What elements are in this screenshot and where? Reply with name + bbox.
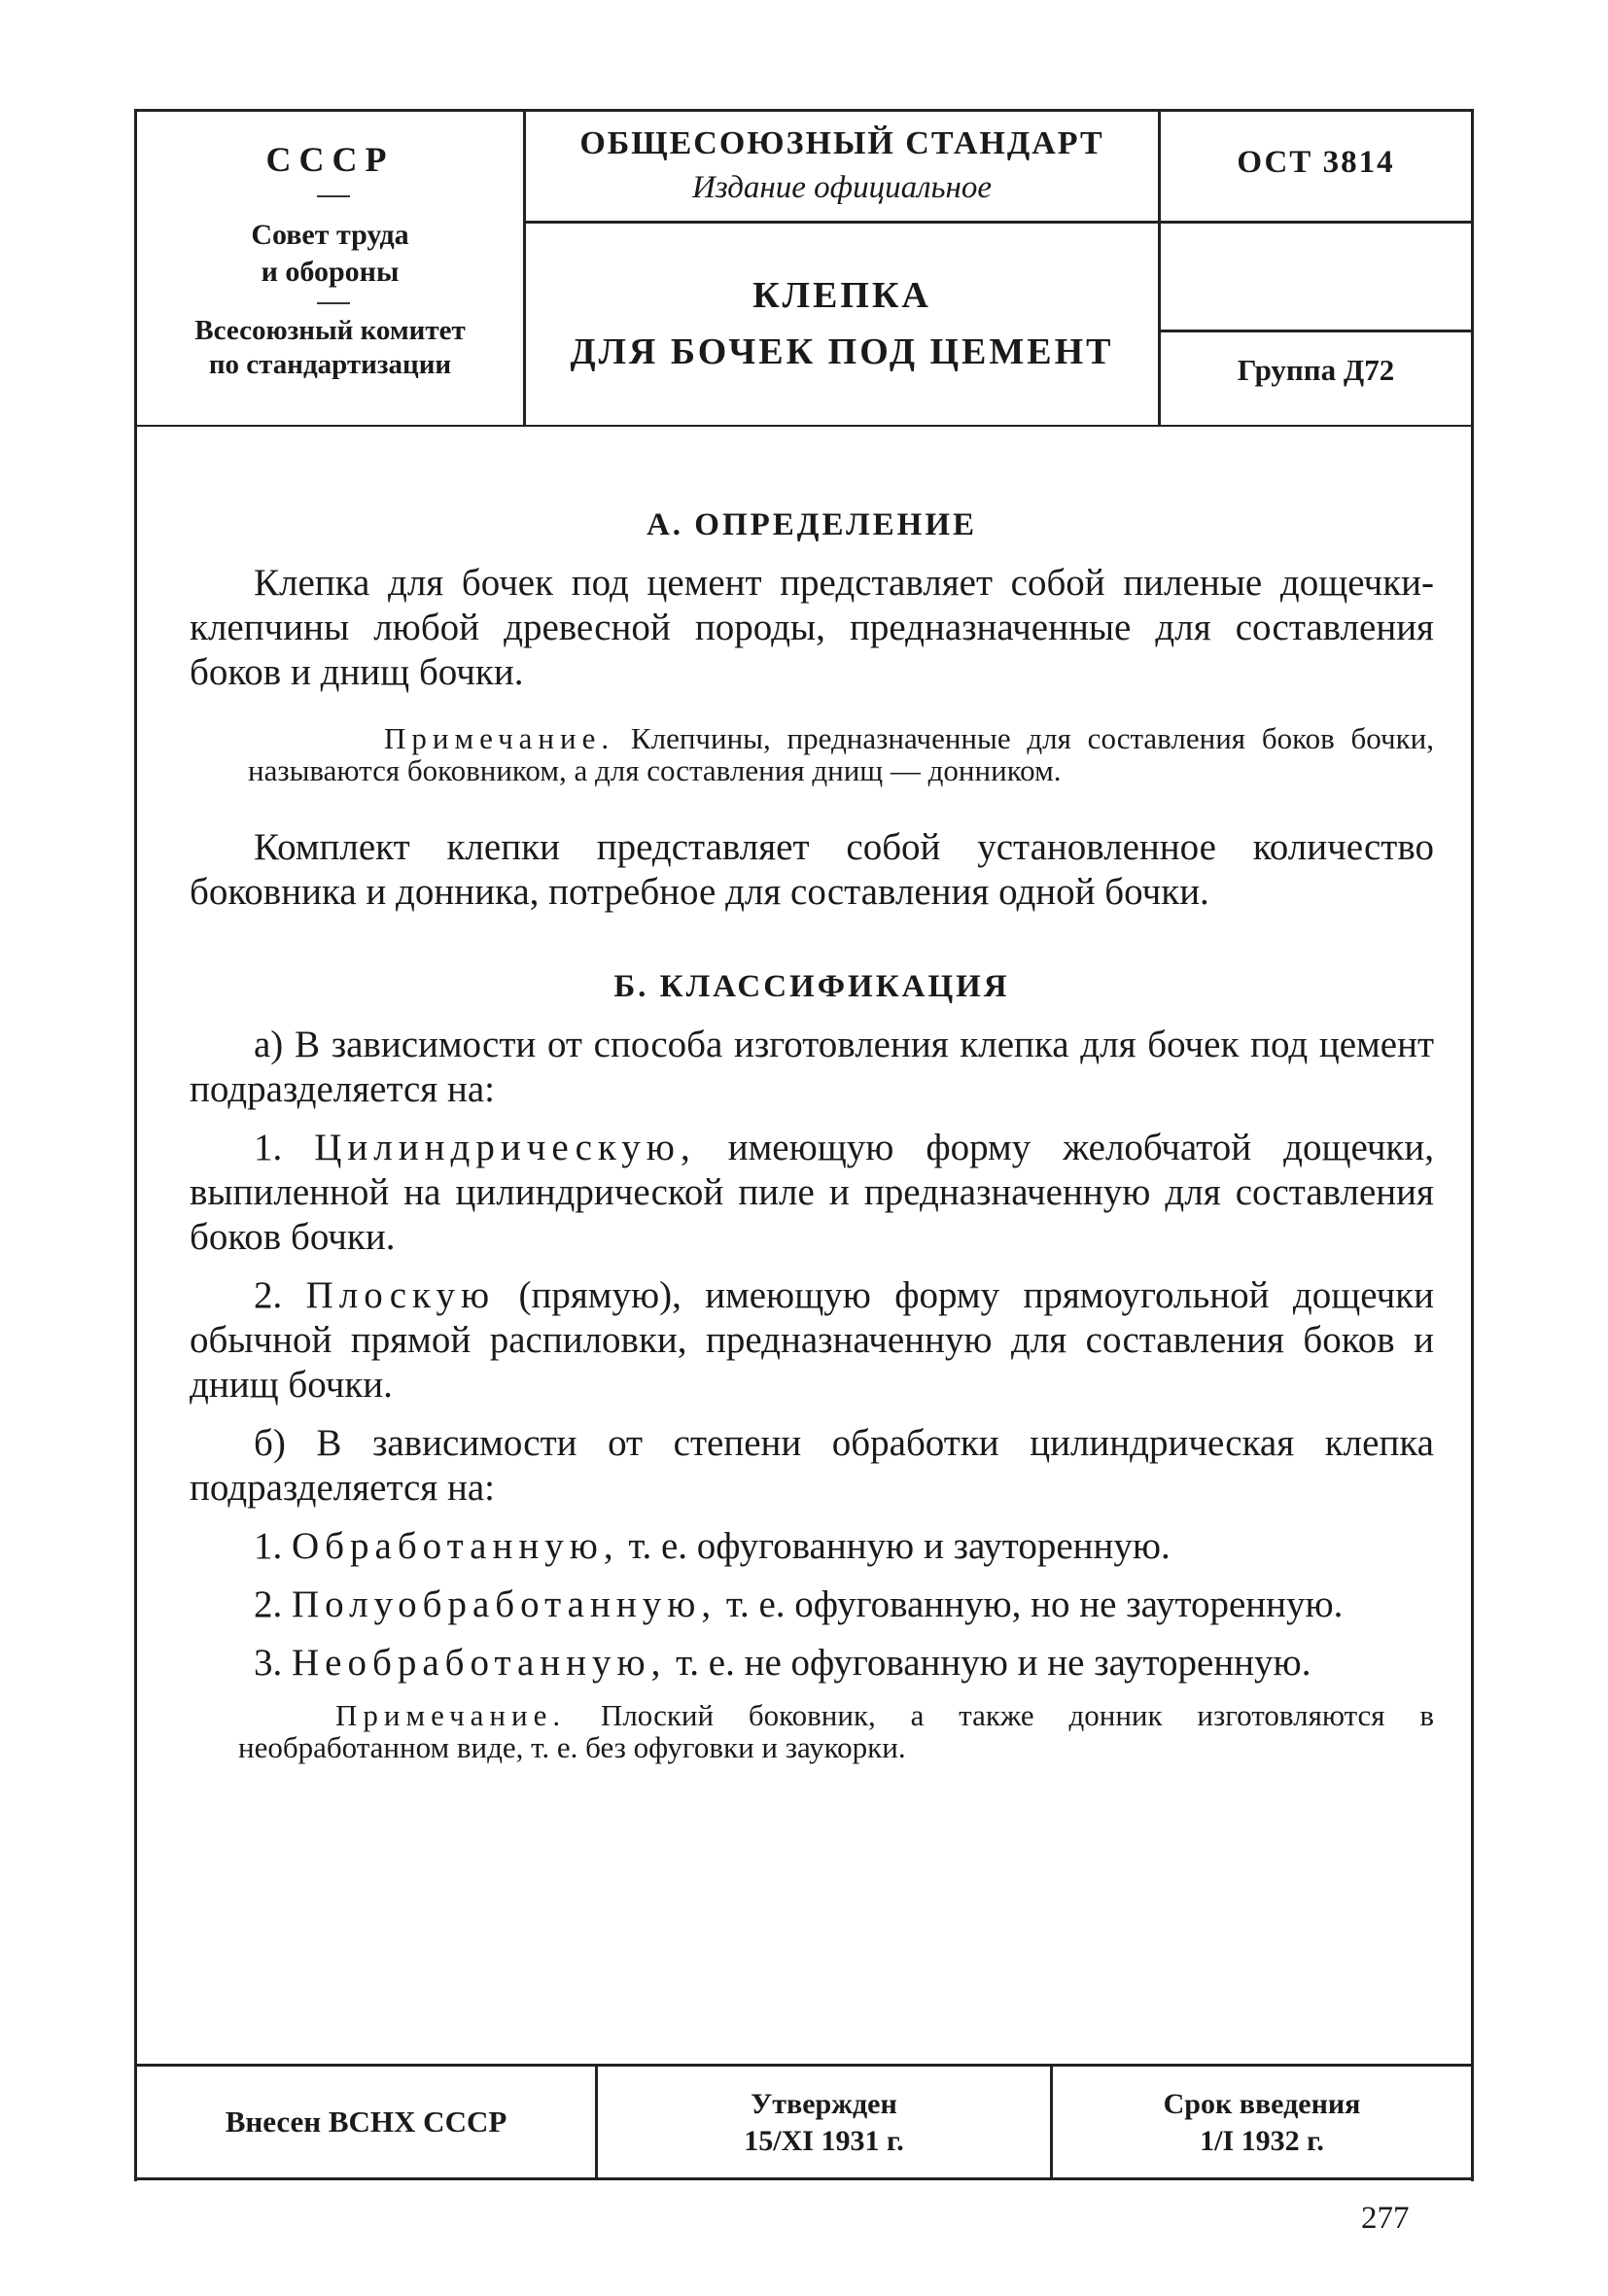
set-paragraph: Комплект клепки представляет собой установленное количество боковника и донника, потребное для составления одной бочки. — [190, 826, 1434, 913]
committee-line-1: Всесоюзный комитет — [194, 315, 466, 346]
header-divider — [1161, 221, 1471, 224]
header-divider — [1161, 330, 1471, 332]
item-term: Необработанную, — [292, 1642, 667, 1684]
item-text: т. е. офугованную, но не зауторенную. — [717, 1583, 1344, 1625]
item-term: Цилиндрическую, — [314, 1127, 696, 1168]
standard-header — [137, 112, 1471, 425]
standard-title-block — [526, 112, 1161, 425]
title-line-2: ДЛЯ БОЧЕК ПОД ЦЕМЕНТ — [570, 331, 1114, 372]
item-text: т. е. не офугованную и не зауторенную. — [666, 1642, 1311, 1684]
section-heading-classification: Б. КЛАССИФИКАЦИЯ — [613, 969, 1010, 1004]
document-body — [190, 457, 1434, 1763]
definition-note — [248, 722, 1434, 786]
document-title — [526, 267, 1158, 380]
note-text: Плоский боковник, а также донник изготовляются в необработанном виде, т. е. без офуговки и заукорки. — [238, 1698, 1434, 1764]
classification-a2 — [190, 1273, 1434, 1408]
effective-date: 1/I 1932 г. — [1200, 2125, 1324, 2157]
divider-dash — [317, 195, 350, 197]
committee-label — [137, 314, 523, 382]
item-text: имеющую форму желобчатой дощечки, выпиленной на цилиндрической пиле и предназначенную для составления боков бочки. — [190, 1127, 1434, 1258]
item-term: Полуобработанную, — [292, 1583, 717, 1625]
footer-bottom-rule — [134, 2177, 1474, 2180]
approved-label: Утвержден — [751, 2088, 897, 2120]
country-label: СССР — [265, 140, 395, 179]
classification-item-a: а) В зависимости от способа изготовления клепка для бочек под цемент подразделяется на: — [190, 1024, 1434, 1110]
classification-b3 — [190, 1641, 1434, 1686]
title-line-1: КЛЕПКА — [752, 275, 931, 316]
definition-paragraph: Клепка для бочек под цемент представляет собой пиленые дощечки-клепчины любой древесной породы, предназначенные для составления боков и днищ бочки. — [190, 562, 1434, 693]
note-text: Клепчины, предназначенные для составления боков бочки, называются боковником, а для составления днищ — донником. — [248, 721, 1434, 787]
item-number: 2. — [254, 1274, 306, 1316]
item-text: т. е. офугованную и зауторенную. — [618, 1525, 1171, 1567]
item-number: 1. — [254, 1525, 292, 1567]
approval-block — [598, 2067, 1053, 2177]
item-text: (прямую), имеющую форму прямоугольной дощечки обычной прямой распиловки, предназначенную для составления боков и днищ бочки. — [190, 1274, 1435, 1406]
council-line-1: Совет труда — [251, 219, 409, 251]
page-number: 277 — [1361, 2201, 1410, 2236]
issuing-authority — [137, 112, 526, 425]
standard-code-block — [1161, 112, 1471, 425]
header-bottom-rule — [137, 425, 1471, 427]
classification-item-b: б) В зависимости от степени обработки цилиндрическая клепка подразделяется на: — [190, 1422, 1434, 1509]
note-label: Примечание. — [335, 1698, 567, 1732]
effective-label: Срок введения — [1163, 2088, 1361, 2120]
item-number: 3. — [254, 1642, 292, 1684]
classification-b1 — [190, 1524, 1434, 1569]
divider-dash — [317, 302, 350, 304]
effective-block — [1053, 2067, 1471, 2177]
item-term: Плоскую — [305, 1274, 496, 1316]
note-label: Примечание. — [384, 721, 615, 755]
edition-label: Издание официальное — [691, 170, 993, 205]
introduced-by: Внесен ВСНХ СССР — [137, 2067, 598, 2177]
group-label: Группа Д72 — [1237, 353, 1395, 387]
item-term: Обработанную, — [292, 1525, 619, 1567]
council-line-2: и обороны — [261, 256, 400, 288]
standard-type: ОБЩЕСОЮЗНЫЙ СТАНДАРТ — [579, 125, 1104, 161]
standard-code: ОСТ 3814 — [1237, 145, 1395, 180]
standard-footer — [137, 2067, 1471, 2177]
header-divider — [526, 221, 1158, 224]
section-heading-definition: А. ОПРЕДЕЛЕНИЕ — [646, 507, 978, 542]
approved-date: 15/XI 1931 г. — [744, 2125, 904, 2157]
classification-b2 — [190, 1583, 1434, 1627]
council-label — [137, 217, 523, 291]
item-number: 2. — [254, 1583, 292, 1625]
committee-line-2: по стандартизации — [208, 349, 452, 380]
item-number: 1. — [254, 1127, 315, 1168]
classification-note — [238, 1699, 1434, 1763]
classification-a1 — [190, 1126, 1434, 1260]
